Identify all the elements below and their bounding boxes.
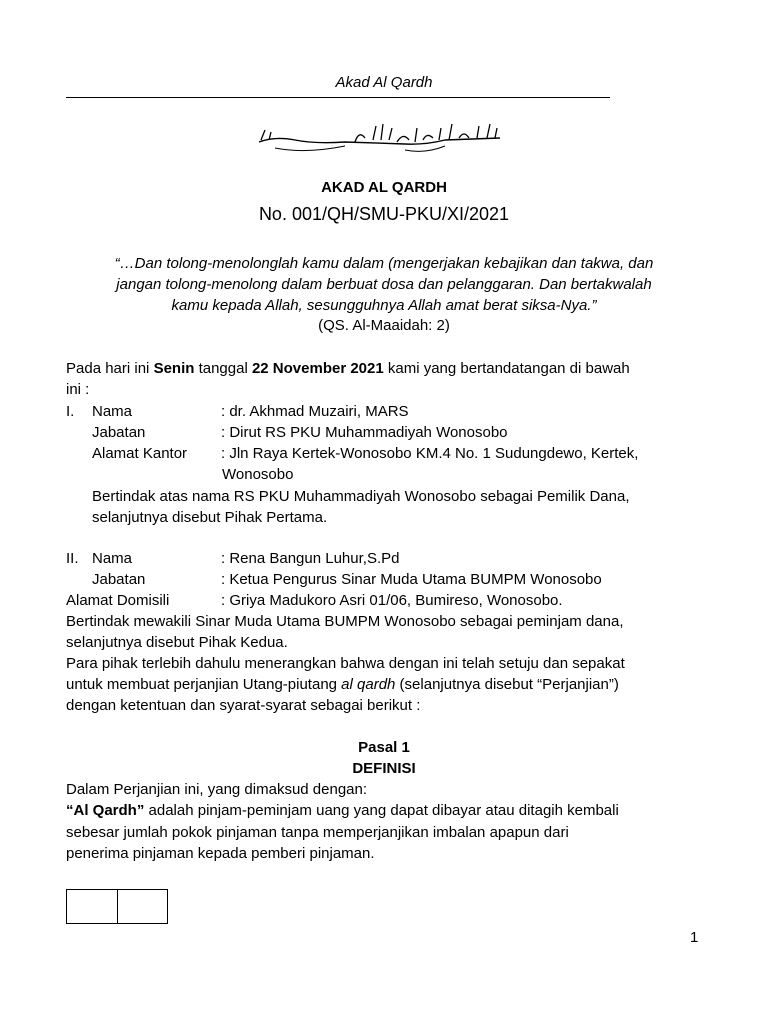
party1-name-label: Nama — [92, 403, 133, 420]
quote-line: jangan tolong-menolong dalam berbuat dosa dan pelanggaran. Dan bertakwalah — [116, 276, 652, 293]
initials-box-divider — [117, 889, 118, 924]
agreement-line-2 — [66, 674, 619, 695]
pasal-heading: Pasal 1 — [358, 739, 410, 756]
party1-address-value-1: : Jln Raya Kertek-Wonosobo KM.4 No. 1 Sudungdewo, Kertek, — [221, 445, 639, 462]
party1-address-label: Alamat Kantor — [92, 445, 188, 462]
party1-position-label: Jabatan — [92, 424, 146, 441]
document-number: No. 001/QH/SMU-PKU/XI/2021 — [258, 204, 510, 224]
header-title: Akad Al Qardh — [335, 74, 433, 91]
definition-text-1: adalah pinjam-peminjam uang yang dapat dibayar atau ditagih kembali — [144, 802, 619, 819]
page-number: 1 — [690, 929, 699, 946]
definition-line-1 — [66, 800, 619, 821]
intro-line-1 — [66, 358, 630, 379]
basmala-calligraphy — [255, 118, 510, 154]
intro-prefix: Pada hari ini — [66, 360, 154, 377]
party1-acting-1: Bertindak atas nama RS PKU Muhammadiyah Wonosobo sebagai Pemilik Dana, — [92, 488, 630, 505]
pasal-subheading: DEFINISI — [352, 760, 416, 777]
party1-address-value-2: Wonosobo — [222, 466, 294, 483]
party2-name-label: Nama — [92, 550, 133, 567]
agreement-line-2-suffix: (selanjutnya disebut “Perjanjian”) — [395, 676, 619, 693]
intro-mid: tanggal — [194, 360, 252, 377]
agreement-term-italic: al qardh — [341, 676, 396, 693]
party2-acting-1: Bertindak mewakili Sinar Muda Utama BUMPM Wonosobo sebagai peminjam dana, — [66, 613, 624, 630]
agreement-line-3: dengan ketentuan dan syarat-syarat sebagai berikut : — [66, 697, 421, 714]
pasal-intro: Dalam Perjanjian ini, yang dimaksud dengan: — [66, 781, 368, 798]
document-title: AKAD AL QARDH — [321, 179, 447, 196]
party1-position-value: : Dirut RS PKU Muhammadiyah Wonosobo — [221, 424, 508, 441]
party2-address-label: Alamat Domisili — [66, 592, 170, 609]
quote-source: (QS. Al-Maaidah: 2) — [318, 317, 450, 334]
header-rule — [66, 97, 610, 98]
definition-line-2: sebesar jumlah pokok pinjaman tanpa memperjanjikan imbalan apapun dari — [66, 824, 569, 841]
quran-quote — [66, 253, 702, 316]
party1-numeral: I. — [66, 403, 75, 420]
agreement-line-2-prefix: untuk membuat perjanjian Utang-piutang — [66, 676, 342, 693]
quote-line: “…Dan tolong-menolonglah kamu dalam (mengerjakan kebajikan dan takwa, dan — [114, 255, 654, 272]
party2-position-value: : Ketua Pengurus Sinar Muda Utama BUMPM Wonosobo — [221, 571, 602, 588]
quote-line: kamu kepada Allah, sesungguhnya Allah amat berat siksa-Nya.” — [171, 297, 597, 314]
agreement-line-1: Para pihak terlebih dahulu menerangkan bahwa dengan ini telah setuju dan sepakat — [66, 655, 625, 672]
party2-address-value: : Griya Madukoro Asri 01/06, Bumireso, Wonosobo. — [221, 592, 563, 609]
intro-date: 22 November 2021 — [251, 360, 384, 377]
intro-suffix: kami yang bertandatangan di bawah — [383, 360, 630, 377]
defined-term: “Al Qardh” — [66, 802, 145, 819]
party2-acting-2: selanjutnya disebut Pihak Kedua. — [66, 634, 288, 651]
party2-position-label: Jabatan — [92, 571, 146, 588]
party2-numeral: II. — [66, 550, 79, 567]
party1-name-value: : dr. Akhmad Muzairi, MARS — [221, 403, 409, 420]
party1-acting-2: selanjutnya disebut Pihak Pertama. — [92, 509, 328, 526]
intro-line-2: ini : — [66, 381, 90, 398]
intro-day: Senin — [153, 360, 195, 377]
definition-line-3: penerima pinjaman kepada pemberi pinjaman. — [66, 845, 375, 862]
party2-name-value: : Rena Bangun Luhur,S.Pd — [221, 550, 400, 567]
